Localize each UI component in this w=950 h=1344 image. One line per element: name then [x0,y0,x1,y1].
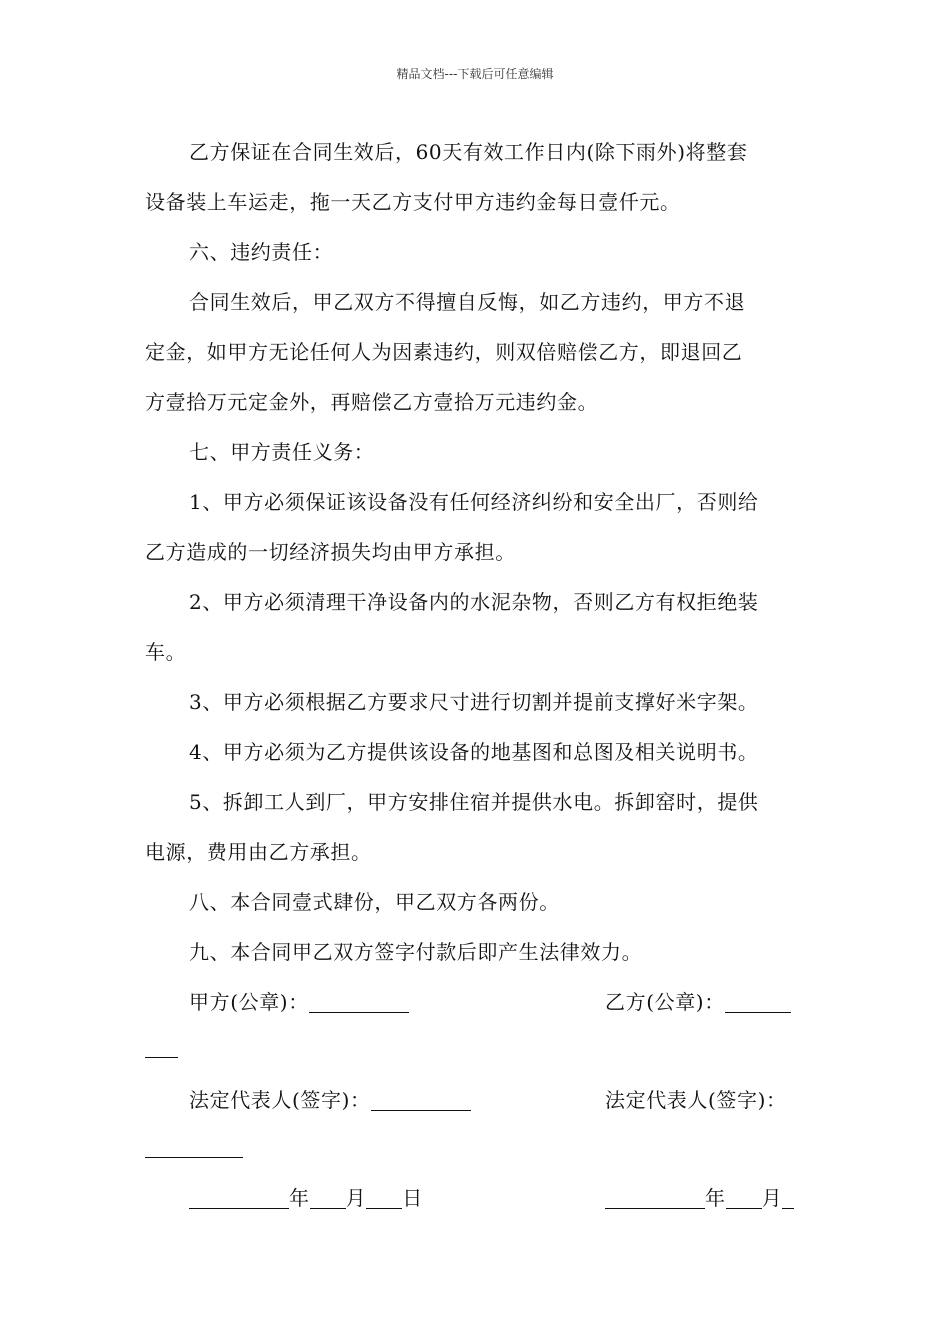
paragraph-line: 设备装上车运走，拖一天乙方支付甲方违约金每日壹仟元。 [145,190,681,214]
list-item: 3、甲方必须根据乙方要求尺寸进行切割并提前支撑好米字架。 [189,690,759,714]
party-b-seal-line [605,988,815,1016]
list-item: 4、甲方必须为乙方提供该设备的地基图和总图及相关说明书。 [189,740,759,764]
list-item: 5、拆卸工人到厂，甲方安排住宿并提供水电。拆卸窑时，提供 [189,790,759,814]
day-label: 日 [402,1186,423,1210]
list-item: 2、甲方必须清理干净设备内的水泥杂物，否则乙方有权拒绝装 [189,590,759,614]
list-item-continuation: 电源，费用由乙方承担。 [145,840,372,864]
paragraph-line: 合同生效后，甲乙双方不得擅自反悔，如乙方违约，甲方不退 [189,290,746,314]
year-blank[interactable] [189,1186,289,1209]
party-a-date-line [189,1184,519,1212]
list-item-continuation: 车。 [145,640,187,664]
month-blank[interactable] [726,1186,762,1209]
day-blank[interactable] [782,1186,794,1209]
party-b-seal-blank[interactable] [725,990,791,1013]
party-b-rep-label: 法定代表人(签字)： [605,1088,787,1112]
paragraph-line: 定金，如甲方无论任何人为因素违约，则双倍赔偿乙方，即退回乙 [145,340,743,364]
party-a-rep-blank[interactable] [371,1088,471,1111]
year-blank[interactable] [605,1186,705,1209]
party-a-seal-line [189,988,489,1016]
party-b-rep-line [605,1086,815,1114]
year-label: 年 [289,1186,310,1210]
page-header: 精品文档---下载后可任意编辑 [396,67,554,81]
list-item: 1、甲方必须保证该设备没有任何经济纠纷和安全出厂，否则给 [189,490,759,514]
year-label: 年 [705,1186,726,1210]
party-b-date-line [605,1184,815,1212]
party-b-seal-blank-continued[interactable] [145,1057,178,1058]
party-a-seal-label: 甲方(公章)： [189,990,309,1014]
month-label: 月 [761,1186,783,1210]
section-heading-party-a-duties: 七、甲方责任义务： [189,440,375,464]
month-label: 月 [345,1186,367,1210]
month-blank[interactable] [310,1186,346,1209]
paragraph-line: 乙方保证在合同生效后，60天有效工作日内(除下雨外)将整套 [189,140,748,164]
section-effect: 九、本合同甲乙双方签字付款后即产生法律效力。 [189,940,643,964]
section-copies: 八、本合同壹式肆份，甲乙双方各两份。 [189,890,560,914]
party-a-rep-line [189,1086,519,1114]
party-a-seal-blank[interactable] [309,990,409,1013]
party-b-seal-label: 乙方(公章)： [605,990,725,1014]
section-heading-breach: 六、违约责任： [189,240,334,264]
day-blank[interactable] [366,1186,402,1209]
party-b-rep-blank[interactable] [145,1157,243,1158]
list-item-continuation: 乙方造成的一切经济损失均由甲方承担。 [145,540,516,564]
party-a-rep-label: 法定代表人(签字)： [189,1088,371,1112]
paragraph-line: 方壹拾万元定金外，再赔偿乙方壹拾万元违约金。 [145,390,599,414]
